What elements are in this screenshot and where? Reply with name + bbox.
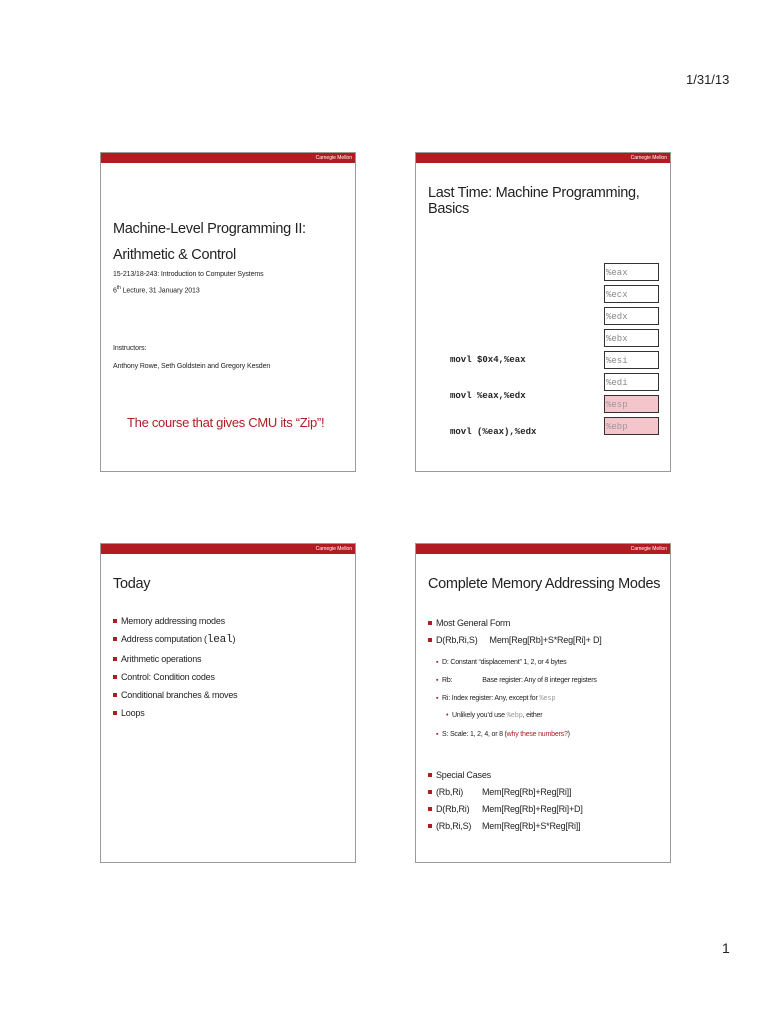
slide-title-card xyxy=(100,152,356,472)
code-line-3: movl (%eax),%edx xyxy=(450,427,537,437)
slide-title-line2: Arithmetic & Control xyxy=(113,247,236,263)
brand-label: Carnegie Mellon xyxy=(630,155,667,161)
slide-title-line1: Machine-Level Programming II: xyxy=(113,221,306,237)
register-ecx: %ecx xyxy=(604,285,659,303)
instructors-names: Anthony Rowe, Seth Goldstein and Gregory Kesden xyxy=(113,363,271,370)
brand-label: Carnegie Mellon xyxy=(630,546,667,552)
register-ebp: %ebp xyxy=(604,417,659,435)
slide-title: Complete Memory Addressing Modes xyxy=(428,576,661,592)
bullet-square-icon xyxy=(113,637,117,641)
register-esp: %esp xyxy=(604,395,659,413)
agenda-list xyxy=(113,616,237,726)
page-number: 1 xyxy=(722,940,730,956)
bullet-dot-icon: ▪ xyxy=(436,695,439,702)
slide-header-bar xyxy=(101,153,355,163)
instructors-label: Instructors: xyxy=(113,345,147,352)
slide-today xyxy=(100,543,356,863)
code-line-2: movl %eax,%edx xyxy=(450,391,526,401)
general-form-list xyxy=(428,618,602,645)
agenda-item: Address computation (leal) xyxy=(113,634,237,646)
bullet-square-icon xyxy=(113,657,117,661)
leal-code: leal xyxy=(206,634,233,646)
brand-label: Carnegie Mellon xyxy=(315,546,352,552)
register-ebx: %ebx xyxy=(604,329,659,347)
bullet-square-icon xyxy=(428,638,432,642)
register-eax: %eax xyxy=(604,263,659,281)
special-cases-list xyxy=(428,770,583,831)
slide-addressing-modes xyxy=(415,543,671,863)
page-date: 1/31/13 xyxy=(686,72,730,87)
register-edi: %edi xyxy=(604,373,659,391)
bullet-square-icon xyxy=(113,675,117,679)
slide-header-bar xyxy=(101,544,355,554)
slide-title: Today xyxy=(113,576,151,592)
list-item: Most General Form xyxy=(428,618,602,628)
bullet-square-icon xyxy=(428,773,432,777)
agenda-item: Loops xyxy=(113,708,237,718)
bullet-dot-icon: ▪ xyxy=(436,731,439,738)
slide-header-bar xyxy=(416,544,670,554)
lecture-suffix: th xyxy=(116,285,121,291)
tagline: The course that gives CMU its “Zip”! xyxy=(127,415,325,430)
bullet-dot-icon: • xyxy=(446,712,449,719)
list-item: (Rb,Ri,S) Mem[Reg[Rb]+S*Reg[Ri]] xyxy=(428,821,583,831)
bullet-square-icon xyxy=(428,621,432,625)
bullet-dot-icon: ▪ xyxy=(436,659,439,666)
base-register-desc: ▪ Rb: Base register: Any of 8 integer registers xyxy=(436,677,597,684)
bullet-square-icon xyxy=(428,824,432,828)
bullet-square-icon xyxy=(428,790,432,794)
bullet-square-icon xyxy=(113,619,117,623)
course-name: 15-213/18-243: Introduction to Computer Systems xyxy=(113,271,264,278)
scale-desc: ▪ S: Scale: 1, 2, 4, or 8 (why these numbers?) xyxy=(436,731,570,738)
slide-last-time xyxy=(415,152,671,472)
register-edx: %edx xyxy=(604,307,659,325)
list-item: D(Rb,Ri,S) Mem[Reg[Rb]+S*Reg[Ri]+ D] xyxy=(428,635,602,645)
bullet-square-icon xyxy=(113,711,117,715)
slide-title: Last Time: Machine Programming, Basics xyxy=(428,185,640,217)
lecture-date: Lecture, 31 January 2013 xyxy=(120,287,200,295)
agenda-item: Arithmetic operations xyxy=(113,654,237,664)
agenda-item: Memory addressing modes xyxy=(113,616,237,626)
list-item: Special Cases xyxy=(428,770,583,780)
bullet-square-icon xyxy=(113,693,117,697)
index-register-desc: ▪ Ri: Index register: Any, except for %esp xyxy=(436,695,556,703)
displacement-desc: ▪ D: Constant “displacement” 1, 2, or 4 bytes xyxy=(436,659,567,666)
slide-header-bar xyxy=(416,153,670,163)
code-line-1: movl $0x4,%eax xyxy=(450,355,526,365)
list-item: (Rb,Ri) Mem[Reg[Rb]+Reg[Ri]] xyxy=(428,787,583,797)
lecture-number: 6 xyxy=(113,287,117,295)
agenda-item: Control: Condition codes xyxy=(113,672,237,682)
bullet-dot-icon: ▪ xyxy=(436,677,439,684)
bullet-square-icon xyxy=(428,807,432,811)
agenda-item: Conditional branches & moves xyxy=(113,690,237,700)
unlikely-desc: • Unlikely you’d use %ebp, either xyxy=(446,712,543,720)
register-esi: %esi xyxy=(604,351,659,369)
lecture-info xyxy=(113,285,200,294)
brand-label: Carnegie Mellon xyxy=(315,155,352,161)
list-item: D(Rb,Ri) Mem[Reg[Rb]+Reg[Ri]+D] xyxy=(428,804,583,814)
